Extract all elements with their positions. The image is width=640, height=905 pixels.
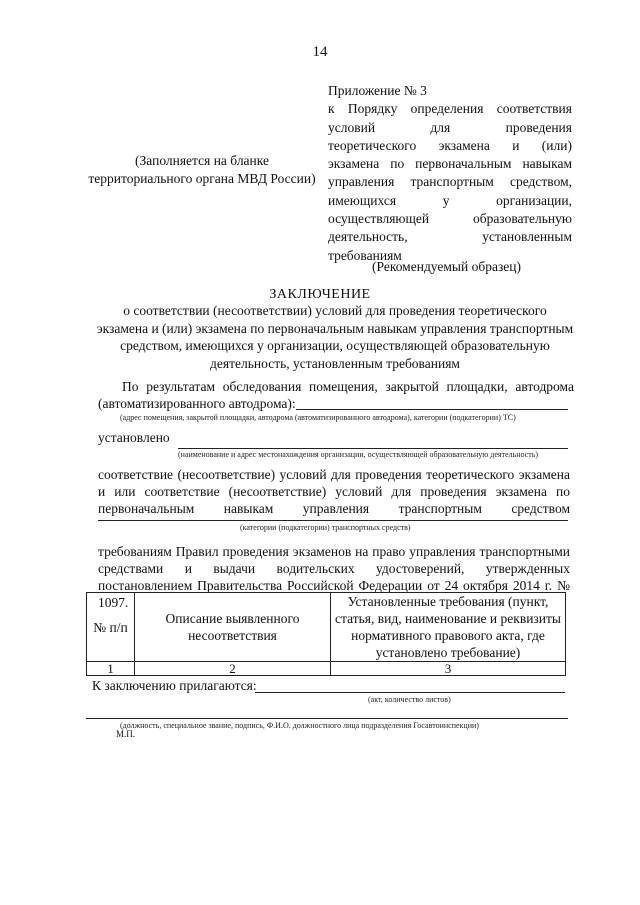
- attachments-label: К заключению прилагаются:: [92, 678, 257, 693]
- table-cell: 3: [331, 662, 566, 676]
- sample-note: (Рекомендуемый образец): [372, 259, 521, 274]
- appendix-line: управления транспортным средством,: [328, 174, 572, 190]
- document-title: ЗАКЛЮЧЕНИЕ: [269, 287, 371, 302]
- fill-note: (Заполняется на бланке территориального органа МВД России): [88, 153, 316, 186]
- signature-field-line: [86, 718, 568, 719]
- appendix-line: теоретического экзамена и (или): [328, 137, 572, 153]
- organization-field-line: [178, 448, 568, 449]
- table-cell: 2: [135, 662, 331, 676]
- table-header-requirements: Установленные требования (пункт, статья, вид, наименование и реквизиты нормативного правового акта, где установлено требование): [331, 593, 566, 662]
- table-cell: 1: [87, 662, 135, 676]
- table-header-number: № п/п: [87, 593, 135, 662]
- established-label: установлено: [98, 430, 170, 445]
- attachments-field-line: [255, 692, 565, 693]
- appendix-line: деятельность, установленным: [328, 229, 572, 245]
- document-subtitle: о соответствии (несоответствии) условий для проведения теоретического экзамена и (или) экзамена по первоначальным навыкам управления транспортным средством, имеющихся у организации, осуществляющей образовательную деятельность, установленным требованиям: [96, 303, 574, 371]
- organization-caption: (наименование и адрес местонахождения организации, осуществляющей образовательную деятельность): [178, 450, 539, 459]
- appendix-line: осуществляющей образовательную: [328, 211, 572, 227]
- category-caption: (категории (подкатегории) транспортных средств): [240, 523, 411, 532]
- appendix-line: условий для проведения: [328, 119, 572, 135]
- inspection-line-2: (автоматизированного автодрома):: [98, 396, 296, 411]
- address-field-line: [296, 409, 568, 410]
- address-caption: (адрес помещения, закрытой площадки, автодрома (автоматизированного автодрома), категории (подкатегории) ТС): [120, 413, 516, 422]
- rules-paragraph: требованиям Правил проведения экзаменов на право управления транспортными средствами и выдачи водительских удостоверений, утвержденных постановлением Правительства Российской Федерации от 24 октября 2014 г. № 1097.: [98, 544, 570, 610]
- compliance-paragraph: соответствие (несоответствие) условий для проведения теоретического экзамена и или соответствие (несоответствие) условий для проведения экзамена по первоначальным навыкам управления транспортным средством: [98, 467, 570, 516]
- table-header-description: Описание выявленного несоответствия: [135, 593, 331, 662]
- appendix-line: к Порядку определения соответствия: [328, 101, 572, 117]
- appendix-line: имеющихся у организации,: [328, 192, 572, 208]
- appendix-line: экзамена по первоначальным навыкам: [328, 156, 572, 172]
- category-field-line: [98, 520, 568, 521]
- attachments-caption: (акт, количество листов): [368, 695, 451, 704]
- inspection-paragraph: [98, 378, 574, 412]
- appendix-number: Приложение № 3: [328, 83, 427, 98]
- table-row: [87, 662, 566, 676]
- inspection-line-1: По результатам обследования помещения, закрытой площадки, автодрома: [122, 379, 574, 394]
- page-number: 14: [312, 44, 328, 60]
- stamp-placeholder: М.П.: [116, 729, 136, 739]
- nonconformity-table: [86, 592, 566, 676]
- appendix-line: требованиям: [328, 247, 402, 263]
- signature-caption: (должность, специальное звание, подпись, Ф.И.О. должностного лица подразделения Госавтоинспекции): [120, 721, 479, 730]
- table-header-row: [87, 593, 566, 662]
- appendix-block: [328, 82, 572, 265]
